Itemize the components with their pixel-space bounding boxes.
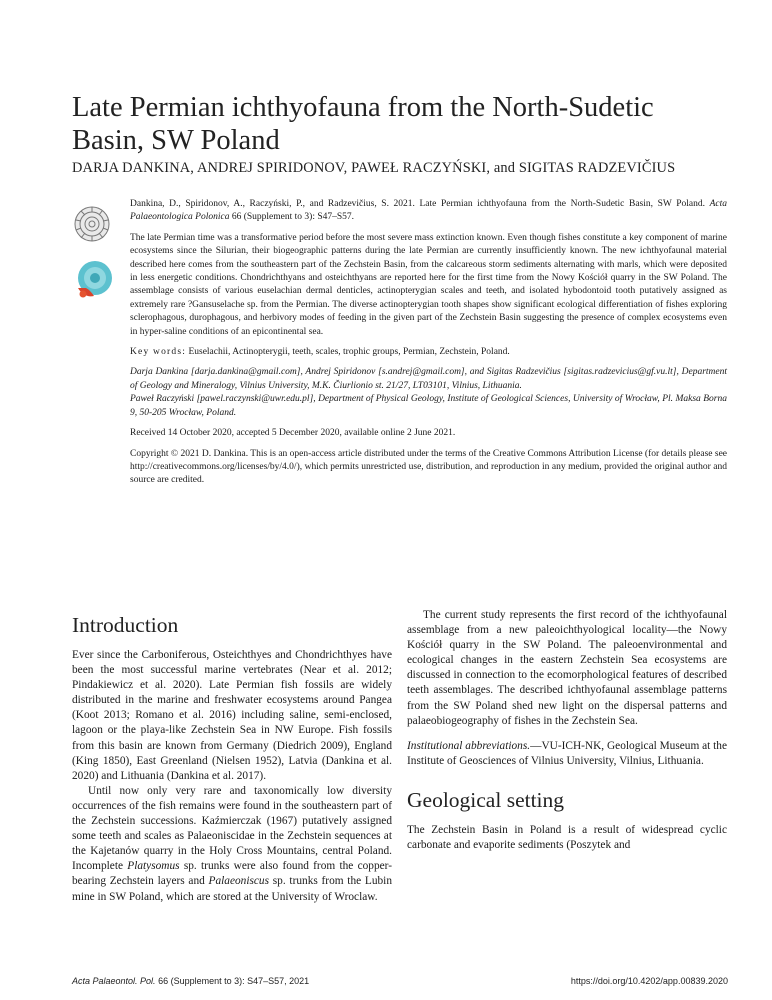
- crab-icon: [78, 261, 112, 298]
- left-column: [72, 604, 392, 905]
- geo-paragraph-1: The Zechstein Basin in Poland is a result of widespread cyclic carbonate and evaporite sediments (Poszytek and: [407, 823, 727, 852]
- page-footer: [72, 976, 728, 986]
- introduction-heading: Introduction: [72, 613, 179, 637]
- institutional-abbreviations: Institutional abbreviations.—VU-ICH-NK, Geological Museum at the Institute of Geosciences of Vilnius University, Vilnius, Lithuania.: [407, 739, 728, 767]
- affiliation-2: Paweł Raczyński [pawel.raczynski@uwr.edu.pl], Department of Physical Geology, Institute of Geological Sciences, University of Wrocław, Pl. Maksa Borna 9, 50-205 Wrocław, Poland.: [130, 394, 727, 418]
- intro-paragraph-2: Until now only very rare and taxonomically low diversity occurrences of the fish remains were found in the southeastern part of the Zechstein successions. Kaźmierczak (1967) putatively assigned some teeth and scales as Palaeoniscidae in the Zechstein sequences at the Kajetanów quarry in the Holy Cross Mountains, central Poland. Incomplete Platysomus sp. trunks were also found from the copper-bearing Zechstein layers and Palaeoniscus sp. trunks from the Lubin mine in SW Poland, which are stored at the University of Wroclaw.: [72, 784, 393, 903]
- intro-paragraph-3: The current study represents the first record of the ichthyofaunal assemblage from a new paleoichthyological locality—the Nowy Kościół quarry in the SW Poland. The paleoenvironmental and ecological changes in the eastern Zechstein Sea ecosystems are discussed in connection to the ecomorphological features of described teeth assemblages. The described ichthyofaunal assemblage patterns from the SW Poland shed new light on the dispersal patterns and palaeobiogeography of fishes in the Zechstein Sea.: [407, 609, 727, 727]
- citation: Dankina, D., Spiridonov, A., Raczyński, P., and Radzevičius, S. 2021. Late Permian ichthyofauna from the North-Sudetic Basin, SW Poland. Acta Palaeontologica Polonica 66 (Supplement to 3): S47–S57.: [130, 199, 727, 223]
- ammonite-icon: [72, 200, 118, 310]
- keywords: Key words: Euselachii, Actinopterygii, teeth, scales, trophic groups, Permian, Zechstein, Poland.: [130, 347, 510, 358]
- abstract-block: [130, 198, 727, 495]
- abstract-text: The late Permian time was a transformative period before the most severe mass extinction known. Even though fishes constitute a key component of marine ecosystems since the Silurian, their biogeographic patterns during the late Permian are currently insufficiently known. The new ichthyofaunal material described here comes from the southeastern part of the Zechstein Basin, from the calcareous storm sediments alternating with marls, which were deposited in less energetic conditions. Chondrichthyans and osteichthyans are reported here for the first time from the Nowy Kościół quarry in the SW Poland. The assemblage consists of various euselachian dermal denticles, actinopterygian scales and teeth, and isolated hybodontoid tooth putatively assigned as extremely rare ?Gansuselache sp. from the Permian. The diverse actinopterygian tooth shapes show significant ecological differentiation of fishes exploring sclerophagous, durophagous, and herbivory modes of feeding in the given part of the Zechstein Basin suggesting the presence of complex ecosystems even in hyper-saline conditions of an epicontinental sea.: [130, 232, 727, 337]
- copyright-note: Copyright © 2021 D. Dankina. This is an open-access article distributed under the terms of the Creative Commons Attribution License (for details please see http://creativecommons.org/licenses/by/4.0/), which permits unrestricted use, distribution, and reproduction in any medium, provided the original author and source are credited.: [130, 448, 727, 486]
- footer-citation: Acta Palaeontol. Pol. 66 (Supplement to 3): S47–S57, 2021: [72, 976, 310, 986]
- geological-setting-heading: Geological setting: [407, 787, 565, 812]
- doi-link[interactable]: https://doi.org/10.4202/app.00839.2020: [570, 976, 728, 986]
- author-list: DARJA DANKINA, ANDREJ SPIRIDONOV, PAWEŁ RACZYŃSKI, and SIGITAS RADZEVIČIUS: [72, 160, 676, 176]
- journal-logos: [72, 200, 118, 310]
- affiliation-1: Darja Dankina [darja.dankina@gmail.com], Andrej Spiridonov [s.andrej@gmail.com], and Sigitas Radzevičius [sigitas.radzevicius@gf.vu.lt], Department of Geology and Mineralogy, Vilnius University, M.K. Čiurlionio st. 21/27, LT03101, Vilnius, Lithuania.: [130, 367, 727, 391]
- intro-paragraph-1: Ever since the Carboniferous, Osteichthyes and Chondrichthyes have been the most successful marine vertebrates (Near et al. 2012; Pindakiewicz et al. 2020). Late Permian fish fossils are widely distributed in the marine and freshwater ecosystems around Pangea (Koot 2013; Romano et al. 2016) including saline, semi-enclosed, lagoon or the playa-like Zechstein Sea in NW Europe. Fish fossils from this basin are known from Germany (Diedrich 2009), England (King 1850), East Greenland (Nielsen 1952), Latvia (Dankina et al. 2020) and Lithuania (Dankina et al. 2017).: [72, 649, 392, 782]
- right-column: [407, 608, 727, 853]
- paper-title: Late Permian ichthyofauna from the North-Sudetic Basin, SW Poland: [72, 92, 654, 157]
- received-dates: Received 14 October 2020, accepted 5 December 2020, available online 2 June 2021.: [130, 428, 456, 439]
